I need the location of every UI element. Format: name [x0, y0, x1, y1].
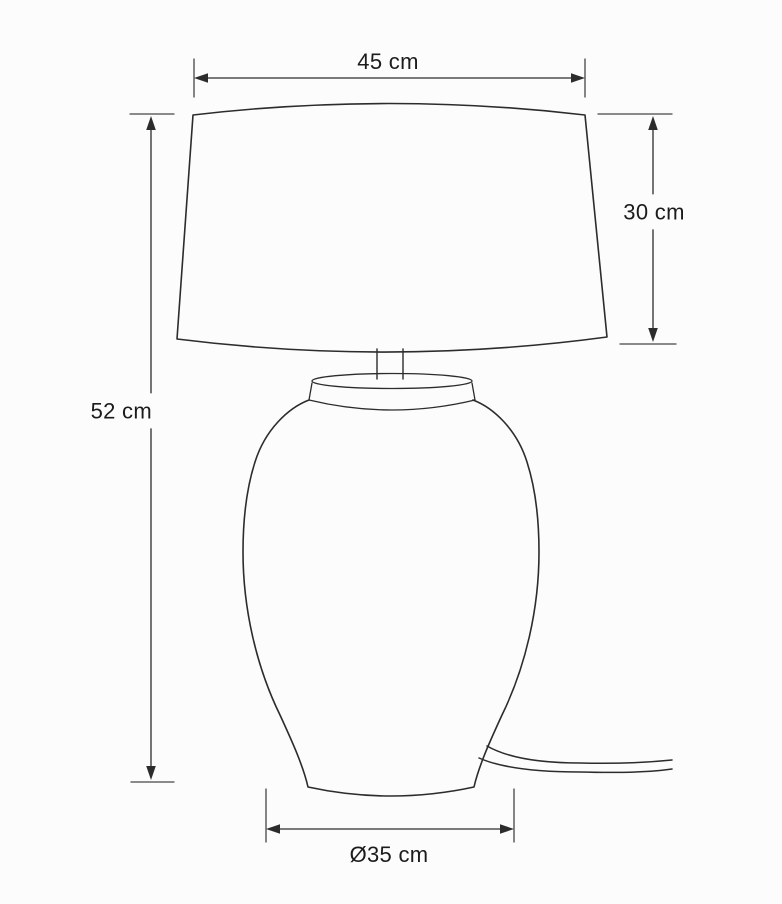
base-diameter-label: Ø35 cm: [346, 842, 433, 867]
shade-height-label: 30 cm: [618, 194, 689, 229]
shade-width-label: 45 cm: [353, 49, 422, 74]
shade-height-arrowhead-bottom: [648, 328, 658, 342]
base-diameter-dimension: [266, 789, 514, 842]
total-height-label: 52 cm: [87, 393, 158, 428]
lamp-stem: [377, 349, 403, 379]
power-cord-lower-line: [479, 758, 672, 772]
lamp-base-collar-bottom: [309, 400, 475, 410]
base-diameter-arrowhead-right: [500, 824, 514, 834]
base-diameter-arrowhead-left: [266, 824, 280, 834]
lamp-base-outline: [243, 400, 539, 796]
lamp-base: [243, 374, 539, 797]
shade-height-arrowhead-top: [648, 116, 658, 130]
total-height-dimension: [130, 114, 174, 782]
power-cord-upper-line: [487, 746, 672, 763]
power-cord: [479, 746, 672, 772]
total-height-arrowhead-bottom: [146, 766, 156, 780]
lamp-base-rim: [312, 374, 472, 389]
shade-width-arrowhead-right: [571, 73, 585, 83]
shade-width-arrowhead-left: [194, 73, 208, 83]
lamp-base-collar-left: [309, 383, 312, 400]
lamp-base-collar-right: [472, 383, 475, 400]
lamp-shade: [177, 104, 607, 353]
lamp-shade-outline: [177, 104, 607, 353]
total-height-arrowhead-top: [146, 116, 156, 130]
